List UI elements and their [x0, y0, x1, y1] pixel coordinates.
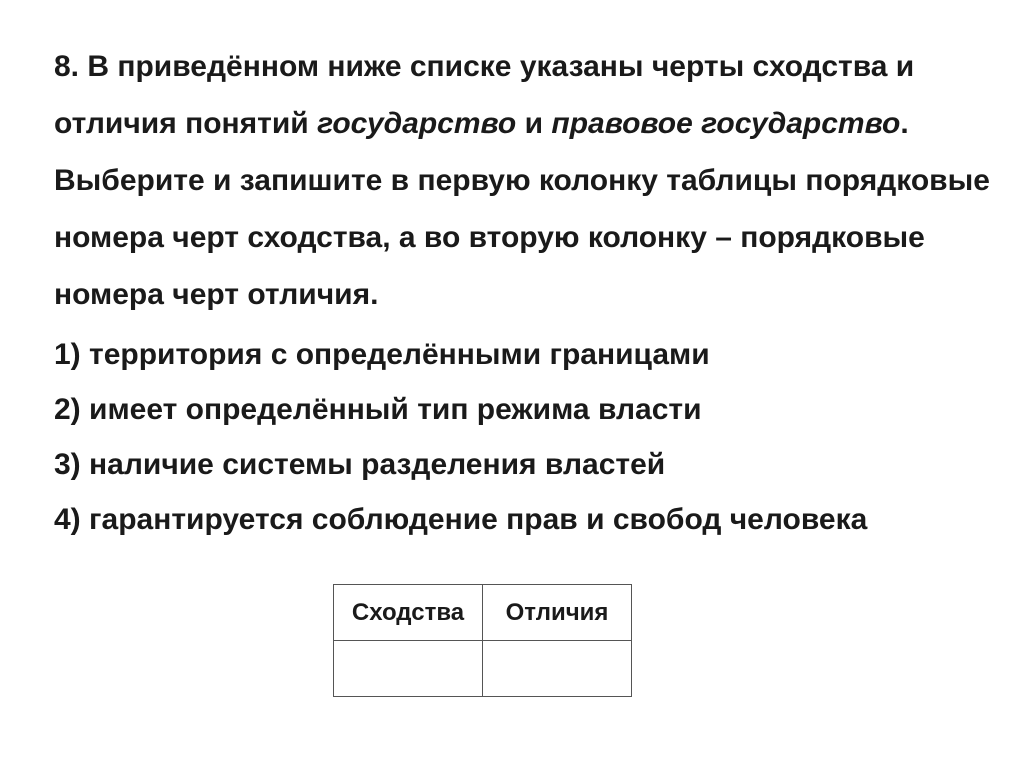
- term-state: государство: [317, 107, 517, 140]
- answer-table-row: [334, 641, 632, 697]
- option-3: 3) наличие системы разделения властей: [54, 448, 666, 481]
- answer-table-header-row: [334, 585, 632, 641]
- option-2: 2) имеет определённый тип режима власти: [54, 393, 702, 426]
- question-part-3: . Выберите и запишите в первую колонку таблицы порядковые номера черт сходства, а во вторую колонку – порядковые номера черт отличия.: [54, 107, 990, 311]
- term-rule-of-law-state: правовое государство: [551, 107, 901, 140]
- header-differences: Отличия: [483, 585, 632, 641]
- option-4: 4) гарантируется соблюдение прав и свобод человека: [54, 503, 868, 536]
- answer-cell-similarities[interactable]: [334, 641, 483, 697]
- answer-table: [333, 584, 632, 697]
- option-1: 1) территория с определёнными границами: [54, 338, 710, 371]
- answer-cell-differences[interactable]: [483, 641, 632, 697]
- question-text: [54, 38, 1004, 323]
- options-list: [54, 327, 1014, 547]
- question-part-2: и: [516, 107, 552, 140]
- question-part-1: 8. В приведённом ниже списке указаны черты сходства и отличия понятий: [54, 50, 915, 140]
- header-similarities: Сходства: [334, 585, 483, 641]
